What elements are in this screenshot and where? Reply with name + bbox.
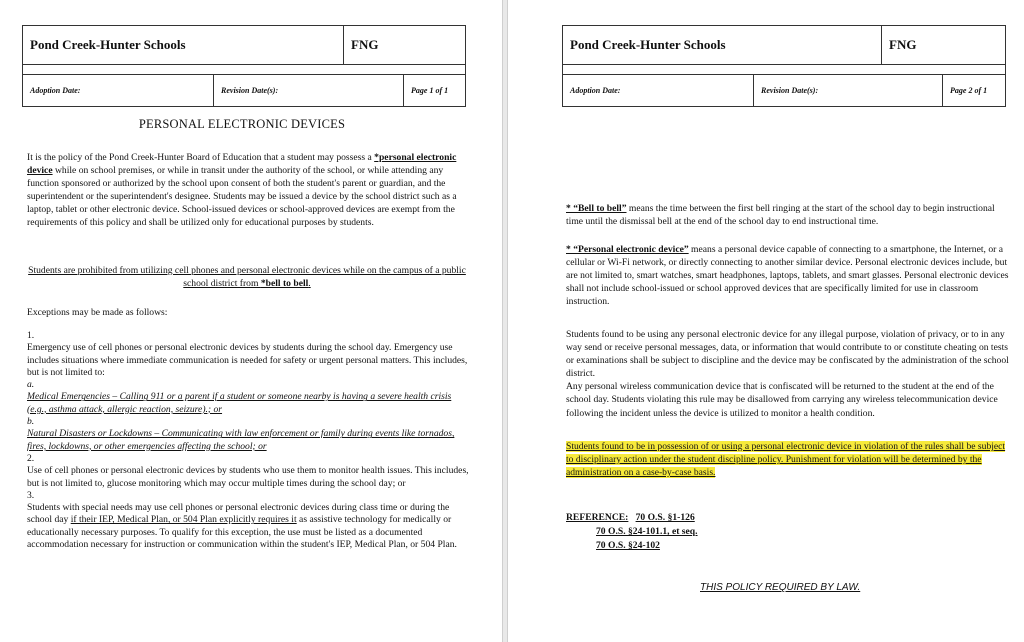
policy-code-page-2: FNG: [881, 26, 1005, 64]
document-page-1: [0, 0, 500, 642]
misuse-text: Students found to be using any personal electronic device for any illegal purpose, violation of privacy, or to in any way send or receive personal messages, data, or information that would contribute to or constitute cheating on tests or examinations shall be subject to discipline and the device may be confiscated by the administration of the school district.: [566, 329, 1009, 380]
exception-1-text: Emergency use of cell phones or personal electronic devices by students during the school day. Emergency use includes situations where immediate communication is needed for safety or urgent personal matters. This includes, but is not limited to:: [27, 342, 468, 378]
policy-header: [22, 25, 466, 107]
defined-term-bell-to-bell: * “Bell to bell”: [566, 203, 627, 214]
revision-date-label: Revision Date(s):: [213, 75, 403, 106]
definition-bell-to-bell: * “Bell to bell” means the time between the first bell ringing at the start of the school day to begin instructional time until the dismissal bell at the end of the school day to end instructional time.: [566, 203, 995, 228]
policy-code: FNG: [343, 26, 465, 64]
intro-defined-term: *personal electronic device: [27, 152, 457, 177]
exception-3-number: 3.: [27, 489, 35, 501]
exception-1b-label: b.: [27, 416, 35, 428]
reference-2: 70 O.S. §24-101.1, et seq.: [596, 526, 698, 537]
exception-1a-text: Medical Emergencies – Calling 911 or a parent if a student or someone nearby is having a severe health crisis (e.g., asthma attack, allergic reaction, seizure).; or: [27, 391, 452, 415]
school-name: Pond Creek-Hunter Schools: [30, 37, 186, 52]
exceptions-list: [27, 330, 472, 551]
adoption-date-label: Adoption Date:: [30, 86, 81, 95]
page-number-label-page-2: Page 2 of 1: [942, 75, 1005, 106]
adoption-date-label-page-2: Adoption Date:: [570, 86, 621, 95]
reference-1: 70 O.S. §1-126: [635, 512, 695, 523]
definition-personal-electronic-device: * “Personal electronic device” means a personal device capable of connecting to a smartphone, the Internet, or a cellular or Wi-Fi network, or directly connecting to another similar device. Personal electronic devices include, but are not limited to, smart watches, smart headphones, laptops, tablets, and smart glasses. Personal electronic devices shall not include school-issued or school approved devices that are specifically limited for use in classroom instruction.: [566, 244, 1009, 308]
exception-1-number: 1.: [27, 330, 35, 341]
reference-label: REFERENCE:: [566, 512, 629, 523]
exception-3-text: Students with special needs may use cell phones or personal electronic devices during class time or during the school day if their IEP, Medical Plan, or 504 Plan explicitly requires it as assistive technology for medically or educationally necessary purposes. To qualify for this exception, the use must be listed as a documented accommodation necessary for instruction or communication within the student's IEP, Medical Plan, or 504 Plan.: [27, 502, 457, 551]
school-name-page-2: Pond Creek-Hunter Schools: [570, 37, 726, 52]
reference-3: 70 O.S. §24-102: [596, 540, 660, 551]
exception-2-number: 2.: [27, 452, 35, 464]
legal-references: [566, 511, 866, 553]
page-number-label: Page 1 of 1: [403, 75, 465, 106]
document-page-2: [510, 0, 1024, 642]
page-divider: [502, 0, 508, 642]
highlighted-discipline-text: Students found to be in possession of or using a personal electronic device in violation of the rules shall be subject to disciplinary action under the student discipline policy. Punishment for violation will be determined by the administration on a case-by-case basis.: [566, 441, 1006, 479]
discipline-paragraph: [566, 440, 1012, 479]
exception-1b-text: Natural Disasters or Lockdowns – Communicating with law enforcement or family during events like tornados, fires, lockdowns, or other emergencies affecting the school; or: [27, 428, 455, 452]
exceptions-intro: Exceptions may be made as follows:: [27, 307, 168, 318]
confiscation-text: Any personal wireless communication device that is confiscated will be returned to the student at the end of the school day. Students violating this rule may be disallowed from carrying any wireless telecommunication device following the incident unless the device is utilized to monitor a health condition.: [566, 381, 998, 419]
policy-header-page-2: [562, 25, 1006, 107]
exception-2-text: Use of cell phones or personal electronic devices by students who use them to monitor health issues. This includes, but is not limited to, glucose monitoring which may occur multiple times during the school day; or: [27, 465, 469, 489]
defined-term-personal-electronic-device: * “Personal electronic device”: [566, 244, 689, 255]
prohibition-statement: Students are prohibited from utilizing cell phones and personal electronic devices while on the campus of a public school district from *bell to bell.: [28, 265, 466, 290]
exception-1a-label: a.: [27, 379, 35, 391]
intro-paragraph: It is the policy of the Pond Creek-Hunter Board of Education that a student may possess a *personal electronic device while on school premises, or while in transit under the authority of the school, or while attending any function sponsored or authorized by the school upon consent of both the student's parent or guardian, and the superintendent or the superintendent's designee. Students may be issued a device by the school district such as a laptop, tablet or other electronic device. School-issued devices or school-approved devices are exempt from the requirements of this policy and shall be utilized only for educational purposes by students.: [27, 152, 457, 229]
policy-title: PERSONAL ELECTRONIC DEVICES: [138, 117, 346, 131]
misuse-paragraph: [566, 328, 1012, 420]
policy-required-note: THIS POLICY REQUIRED BY LAW.: [700, 582, 861, 593]
revision-date-label-page-2: Revision Date(s):: [753, 75, 942, 106]
